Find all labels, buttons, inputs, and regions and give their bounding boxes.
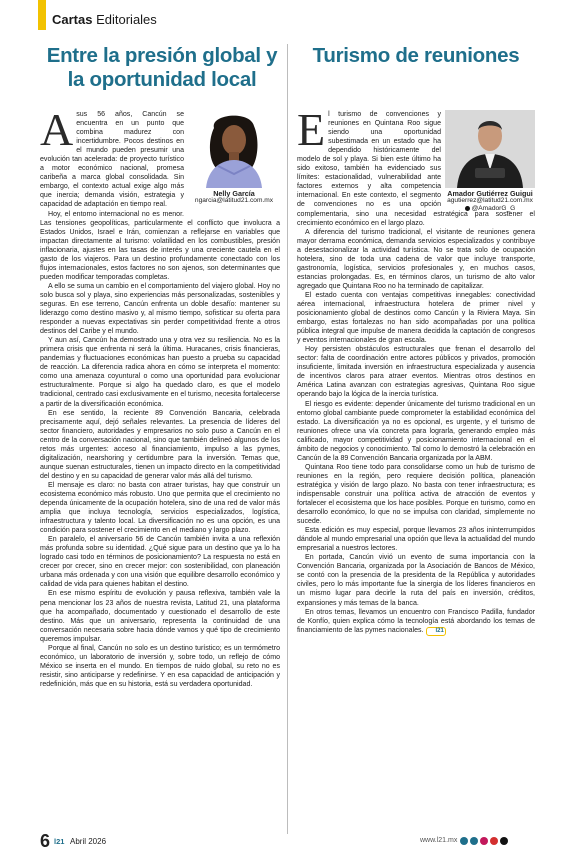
- footer-logo: l21: [54, 837, 65, 846]
- twitter-icon[interactable]: [470, 837, 478, 845]
- right-paragraph: Quintana Roo tiene todo para consolidarse como un hub de turismo de reuniones en la región, pero requiere decisión política, planeación estratégica y visión de largo plazo. No basta con tener infraestructura; es indispensable construir una política activa de atracción de eventos y fortalecer el ecosistema que los hace posibles. Porque en turismo, como en desarrollo económico, lo que no se impulsa con claridad, simplemente no sucede.: [297, 463, 535, 526]
- left-article-title: Entre la presión global y la oportunidad local: [46, 44, 278, 91]
- right-author-block: [445, 110, 535, 212]
- section-header: [52, 12, 157, 27]
- left-author-name: Nelly García: [213, 189, 255, 198]
- right-paragraph: [297, 608, 535, 636]
- footer-url[interactable]: www.l21.mx: [420, 837, 458, 844]
- right-article-title: Turismo de reuniones: [312, 44, 520, 67]
- end-mark-logo: l21: [426, 627, 446, 636]
- right-dropcap: E: [297, 104, 326, 155]
- section-label-bold: Cartas: [52, 12, 93, 27]
- left-byline: [188, 190, 280, 205]
- left-paragraph: Hoy, el entorno internacional no es menor. Las tensiones geopolíticas, particularmente el conflicto que involucra a Estados Unidos, Israel e Irán, comienzan a reflejarse en variables que impactan directamente al turismo: volatilidad en los combustibles, presión inflacionaria, ajustes en las tasas de interés y una creciente cautela en el gasto de los viajeros. Para un destino profundamente conectado con los flujos internacionales, estos factores no son ajenos, son determinantes que pueden modificar temporadas completas.: [40, 210, 280, 281]
- right-author-name: Amador Gutiérrez Guigui: [447, 189, 533, 198]
- left-paragraph: El mensaje es claro: no basta con atraer turistas, hay que construir un ecosistema económico más robusto. Uno que permita que el crecimiento no dependa únicamente de la ocupación hotelera, sino de una red de valor más amplia que incluya tecnología, servicios especializados, logística, infraestructura y talento local. La diversificación no es una opción, es una condición para sostener el crecimiento en el mediano y largo plazo.: [40, 481, 280, 535]
- left-paragraph: Y aun así, Cancún ha demostrado una y otra vez su resiliencia. No es la primera crisis que enfrenta ni será la última. Huracanes, crisis financieras, pandemias y fluctuaciones económicas han puesto a prueba su capacidad de reacción. La diferencia radica ahora en cómo se interpreta el momento: como una amenaza coyuntural o como una oportunidad para evolucionar estructuralmente. Porque si algo ha quedado claro, es que el modelo tradicional, centrado casi exclusivamente en el turismo, necesita fortalecerse a partir de la diversificación económica.: [40, 337, 280, 408]
- right-author-handle: [445, 205, 535, 212]
- footer-date: Abril 2026: [70, 837, 107, 846]
- author-photo: [188, 110, 280, 188]
- left-author-block: [188, 110, 280, 214]
- column-divider: [287, 44, 288, 834]
- section-accent-bar: [38, 0, 46, 30]
- right-paragraph: A diferencia del turismo tradicional, el visitante de reuniones genera mayor derrama económica, demanda servicios especializados y contribuye a desestacionalizar la actividad turística. No se trata solo de ocupación hotelera, sino de toda una cadena de valor que incluye transporte, gastronomía, logística, servicios profesionales y, en muchos casos, estancias prolongadas. Es, en términos claros, un turismo de alto valor agregado que Quintana Roo no ha terminado de capitalizar.: [297, 228, 535, 290]
- left-paragraph: En ese mismo espíritu de evolución y pausa reflexiva, también vale la pena mencionar los 23 años de nuestra revista, Latitud 21, una plataforma que ha acompañado, documentado y cuestionado el desarrollo de este destino. Más que un aniversario, representa la continuidad de una conversación necesaria sobre hacia dónde vamos y qué tipo de crecimiento queremos impulsar.: [40, 590, 280, 643]
- page-number: 6: [40, 831, 51, 851]
- left-paragraph: A ello se suma un cambio en el comportamiento del viajero global. Hoy no solo busca sol y playa, sino experiencias más personalizadas, sostenibles y seguras. En ese terreno, Cancún enfrenta un doble desafío: mantener su liderazgo como destino masivo y, al mismo tiempo, sofisticar su oferta para responder a nuevas expectativas sin perder competitividad frente a otros destinos del Caribe y el mundo.: [40, 282, 280, 336]
- right-paragraph: l turismo de convenciones y reuniones en Quintana Roo sigue siendo una oportunidad subestimada en un estado que ha dependido históricamente del modelo de sol y playa. Si bien este último ha sido exitoso, también ha evidenciado sus límites: estacionalidad, vulnerabilidad ante factores externos y alta competencia internacional. En este contexto, el segmento de convenciones no es una opción complementaria, sino una necesidad estratégica para sostener el crecimiento económico en el largo plazo.: [297, 111, 535, 227]
- instagram-icon[interactable]: [480, 837, 488, 845]
- section-label-regular: Editoriales: [96, 12, 157, 27]
- right-article-body: [297, 104, 535, 636]
- right-paragraph: En portada, Cancún vivió un evento de suma importancia con la Convención Bancaria, organizada por la Asociación de Bancos de México, se contó con la presencia de la presidenta de la República y autoridades civiles, pero lo más importante fue la sinergia de los líderes financieros en un mismo lugar para decirle la ruta del país en inversión, créditos, expansiones y más temas de la banca.: [297, 554, 535, 607]
- left-author-email: ngarcia@latitud21.com.mx: [194, 197, 274, 205]
- right-paragraph: El estado cuenta con ventajas competitivas innegables: conectividad aérea internacional, infraestructura hotelera de primer nivel y posicionamiento global de destinos como Cancún y la Riviera Maya. Sin embargo, estas fortalezas no han sido acompañadas por una política pública integral que impulse de manera decidida la captación de congresos y eventos internacionales de gran escala.: [297, 291, 535, 345]
- right-paragraph: El riesgo es evidente: depender únicamente del turismo tradicional en un entorno global cambiante puede comprometer la estabilidad económica del estado. La diversificación ya no es opcional, es urgente, y el turismo de reuniones ofrece una vía concreta para lograrla, generando empleo más calificado, mayor competitividad y posicionamiento internacional en el ámbito de negocios y conocimiento. Tal como lo demostró la celebración en Cancún de la 89 Convención Bancaria organizada por la ABM.: [297, 400, 535, 462]
- left-paragraph: sus 56 años, Cancún se encuentra en un punto que combina madurez con incertidumbre. Pocos destinos en el mundo pueden presumir una evolución tan acelerada: de proyecto turístico a motor económico nacional, promesa caribeña a marca global consolidada. Sin embargo, el contexto actual exige algo más que inercia; demanda visión, estrategia y capacidad de adaptación en tiempo real.: [40, 111, 184, 209]
- left-dropcap: A: [40, 104, 74, 155]
- tiktok-icon[interactable]: [500, 837, 508, 845]
- right-paragraph: Esta edición es muy especial, porque llevamos 23 años ininterrumpidos dándole al mundo empresarial una opción que lleva la actualidad del mundo empresarial a nuestros lectores.: [297, 527, 535, 553]
- right-last-paragraph-text: En otros temas, llevamos un encuentro con Francisco Padilla, fundador de Konfío, quien explica cómo la tecnología está abordando los temas de financiamiento de las pymes nacionales.: [297, 608, 535, 634]
- left-paragraph: En ese sentido, la reciente 89 Convención Bancaria, celebrada precisamente aquí, dejó señales relevantes. La presencia de líderes del sector financiero, autoridades y empresarios no solo puso a Cancún en el centro de la conversación nacional, sino que también delineó algunos de los retos más urgentes: acceso al financiamiento, impulso a las pymes, digitalización, nearshoring y certidumbre para la inversión. Temas que, aunque suenan estructurales, tienen un impacto directo en la competitividad del destino y en su capacidad de generar valor más allá del turismo.: [40, 409, 280, 480]
- left-paragraph: En paralelo, el aniversario 56 de Cancún también invita a una reflexión más profunda sobre su identidad. ¿Qué sigue para un destino que ya lo ha logrado casi todo en términos de posicionamiento? La respuesta no está en crecer por crecer, sino en crecer mejor: con sostenibilidad, con planeación urbana más ordenada y con una visión que equilibre desarrollo económico y calidad de vida para quienes habitan el destino.: [40, 536, 280, 589]
- facebook-icon[interactable]: [460, 837, 468, 845]
- right-paragraph: Hoy persisten obstáculos estructurales que frenan el desarrollo del sector: falta de coordinación entre actores públicos y privados, promoción insuficiente, limitada inversión en infraestructura especializada y ausencia de incentivos claros para atraer eventos. Mientras otros destinos en América Latina avanzan con estrategias agresivas, Quintana Roo sigue operando bajo la lógica de la inercia turística.: [297, 346, 535, 399]
- right-author-handle-text: @AmadorG_G: [471, 204, 516, 212]
- left-article-body: [40, 104, 280, 689]
- twitter-icon: [465, 206, 470, 211]
- right-byline: [445, 190, 535, 212]
- youtube-icon[interactable]: [490, 837, 498, 845]
- left-paragraph: Porque al final, Cancún no solo es un destino turístico; es un termómetro económico, un laboratorio de inversión y, sobre todo, un reflejo de cómo México se inserta en el mundo. En tiempos de ruido global, su reto no es resistir, sino anticiparse y redefinirse. Y en esa capacidad de anticipación y redefinición, más que en su historia, está su verdadera oportunidad.: [40, 644, 280, 688]
- right-author-email: agutierrez@latitud21.com.mx: [447, 197, 533, 205]
- author-photo: [445, 110, 535, 188]
